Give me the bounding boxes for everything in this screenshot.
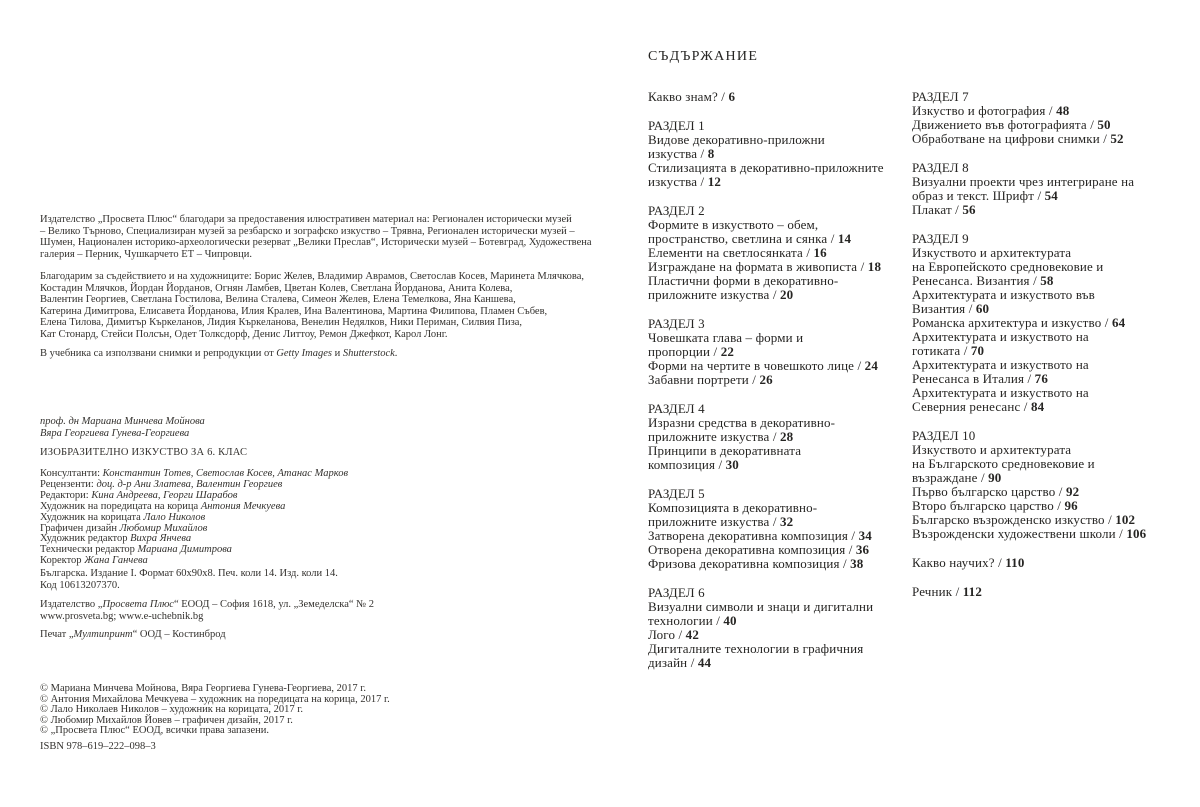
toc-page-number: 52 (1110, 131, 1124, 146)
text-line: Рецензенти: доц. д-р Ани Златева, Валентин Георгиев (40, 478, 283, 490)
text-line: Благодарим за съдействието и на художниците: Борис Желев, Владимир Аврамов, Светослав Косев, Маринета Млячкова, (40, 271, 585, 282)
toc-page-number: 70 (970, 343, 985, 358)
toc-page-number: 6 (728, 89, 736, 104)
text-line: Издателство „Просвета Плюс“ благодари за предоставения илюстративен материал на: Регионален исторически музей (40, 214, 572, 225)
text-line: © Лало Николаев Николов – художник на корицата, 2017 г. (40, 704, 304, 716)
artists-acknowledgement-paragraph (40, 271, 584, 341)
toc-entry: Ренесанса в Италия / 76 (912, 371, 1048, 386)
text-line: Издателство „Просвета Плюс“ ЕООД – София 1618, ул. „Земеделска“ № 2 (40, 599, 375, 610)
toc-page-number: 102 (1115, 512, 1136, 527)
toc-entry: Плакат / 56 (912, 202, 976, 217)
toc-page-number: 44 (697, 655, 712, 670)
toc-entry: Първо българско царство / 92 (912, 484, 1080, 499)
toc-entry: приложните изкуства / 32 (648, 514, 794, 529)
toc-page-number: 110 (1005, 555, 1025, 570)
text-line: Катерина Димитрова, Елисавета Йорданова, Илия Кралев, Ина Валентинова, Мартина Филипова, Пламен Събев, (40, 305, 548, 317)
toc-page-number: 54 (1044, 188, 1058, 203)
text-line: Българска. Издание I. Формат 60х90х8. Печ. коли 14. Изд. коли 14. (40, 568, 338, 579)
text-line: © Мариана Минчева Мойнова, Вяра Георгиева Гунева-Георгиева, 2017 г. (40, 683, 366, 694)
toc-page-number: 24 (864, 358, 878, 373)
toc-entry: Българско възрожденско изкуство / 102 (912, 512, 1136, 527)
toc-section (912, 232, 1200, 414)
toc-entry-continuation: Стилизацията в декоративно-приложните (648, 160, 884, 175)
edition-info-block (40, 568, 338, 591)
text-line: © „Просвета Плюс“ ЕООД, всички права запазени. (40, 725, 269, 737)
text-line: Художник на корицата Лало Николов (40, 511, 206, 523)
text-line: Редактори: Кина Андреева, Георги Шарабов (40, 489, 238, 501)
text-line: Печат „Мултипринт“ ООД – Костинброд (40, 629, 226, 640)
toc-section (912, 90, 1200, 146)
toc-entry: приложните изкуства / 28 (648, 429, 794, 444)
text-line: © Антония Михайлова Мечкуева – художник на поредицата на корица, 2017 г. (40, 693, 390, 705)
toc-entry: композиция / 30 (648, 457, 739, 472)
toc-entry: образ и текст. Шрифт / 54 (912, 188, 1058, 203)
toc-entry: Обработване на цифрови снимки / 52 (912, 131, 1124, 146)
toc-page-number: 12 (707, 174, 721, 189)
toc-page-number: 14 (837, 231, 852, 246)
text-line: Технически редактор Мариана Димитрова (40, 544, 232, 556)
toc-section (912, 585, 1200, 599)
toc-entry-continuation: Пластични форми в декоративно- (648, 273, 839, 288)
toc-entry: Какво научих? / 110 (912, 555, 1025, 570)
toc-entry-continuation: Архитектурата и изкуството на (912, 329, 1089, 344)
toc-page-number: 18 (867, 259, 882, 274)
toc-page-number: 60 (975, 301, 990, 316)
toc-page-number: 58 (1040, 273, 1054, 288)
toc-entry: Форми на чертите в човешкото лице / 24 (648, 358, 878, 373)
publisher-address-block (40, 599, 374, 622)
toc-entry-continuation: Формите в изкуството – обем, (648, 217, 819, 232)
toc-section-heading: РАЗДЕЛ 3 (648, 316, 705, 331)
text-line: галерия – Перник, Чушкарчето ЕТ – Чипровци. (40, 248, 252, 260)
toc-entry: Второ българско царство / 96 (912, 498, 1078, 513)
text-line: www.prosveta.bg; www.e-uchebnik.bg (40, 610, 204, 622)
toc-page-number: 16 (813, 245, 827, 260)
text-line: Художник на поредицата на корица Антония Мечкуева (40, 500, 286, 512)
printer-info-line (40, 629, 226, 641)
toc-section (648, 90, 910, 104)
editorial-staff-block (40, 469, 348, 567)
toc-entry: пропорции / 22 (648, 344, 735, 359)
toc-page-number: 34 (858, 528, 872, 543)
toc-entry-continuation: на Европейското средновековие и (912, 259, 1104, 274)
text-line: Консултанти: Константин Тотев, Светослав Косев, Атанас Марков (40, 468, 349, 479)
toc-section (912, 556, 1200, 570)
toc-entry: Затворена декоративна композиция / 34 (648, 528, 872, 543)
text-line: В учебника са използвани снимки и репродукции от Getty Images и Shutterstock. (40, 348, 398, 359)
toc-entry-continuation: Композицията в декоративно- (648, 500, 818, 515)
toc-entry: изкуства / 8 (648, 146, 715, 161)
text-line: Графичен дизайн Любомир Михайлов (40, 522, 208, 534)
toc-section-heading: РАЗДЕЛ 9 (912, 231, 969, 246)
toc-page-number: 50 (1097, 117, 1111, 132)
toc-section (912, 161, 1200, 217)
copyright-block (40, 684, 390, 737)
authors-block (40, 416, 205, 439)
toc-section-heading: РАЗДЕЛ 6 (648, 585, 705, 600)
text-line: проф. дн Мариана Минчева Мойнова (40, 416, 205, 427)
toc-section (648, 402, 910, 472)
toc-entry: Какво знам? / 6 (648, 89, 736, 104)
toc-page-number: 8 (707, 146, 715, 161)
toc-entry: дизайн / 44 (648, 655, 712, 670)
toc-entry-continuation: Визуални символи и знаци и дигитални (648, 599, 874, 614)
toc-page-number: 36 (855, 542, 870, 557)
toc-page-number: 56 (962, 202, 976, 217)
toc-page-number: 90 (988, 470, 1002, 485)
toc-entry: пространство, светлина и сянка / 14 (648, 231, 852, 246)
toc-page-number: 106 (1126, 526, 1147, 541)
toc-section (648, 586, 910, 670)
toc-entry: Изграждане на формата в живописта / 18 (648, 259, 882, 274)
toc-section-heading: РАЗДЕЛ 10 (912, 428, 976, 443)
toc-entry-continuation: Изкуството и архитектурата (912, 442, 1072, 457)
toc-entry: изкуства / 12 (648, 174, 721, 189)
toc-entry: Северния ренесанс / 84 (912, 399, 1045, 414)
toc-page-number: 96 (1064, 498, 1078, 513)
toc-page-number: 64 (1111, 315, 1126, 330)
toc-entry: технологии / 40 (648, 613, 737, 628)
toc-page-number: 30 (725, 457, 739, 472)
text-line: Костадин Млячков, Йордан Йорданов, Огнян Ламбев, Цветан Колев, Светлана Йорданова, Анита Колева, (40, 282, 513, 294)
toc-page-number: 84 (1030, 399, 1045, 414)
text-line: – Велико Търново, Специализиран музей за резбарско и зографско изкуство – Трявна, Регионален исторически музей – (40, 225, 575, 237)
text-line: Валентин Георгиев, Светлана Гостилова, Велина Сталева, Симеон Желев, Елена Темелкова, Яна Каншева, (40, 294, 516, 306)
toc-page-number: 26 (759, 372, 773, 387)
toc-entry: Ренесанса. Византия / 58 (912, 273, 1054, 288)
toc-entry: приложните изкуства / 20 (648, 287, 794, 302)
toc-page-number: 28 (780, 429, 794, 444)
toc-entry-continuation: Визуални проекти чрез интегриране на (912, 174, 1135, 189)
toc-entry-continuation: Архитектурата и изкуството на (912, 385, 1089, 400)
toc-entry: Възрожденски художествени школи / 106 (912, 526, 1147, 541)
toc-entry: възраждане / 90 (912, 470, 1002, 485)
toc-page-number: 38 (850, 556, 864, 571)
toc-section-heading: РАЗДЕЛ 8 (912, 160, 969, 175)
photo-credits-note (40, 348, 397, 360)
toc-column-right (912, 90, 1200, 599)
toc-section (648, 204, 910, 302)
toc-entry-continuation: Изразни средства в декоративно- (648, 415, 836, 430)
toc-column-left (648, 90, 910, 670)
toc-page-number: 42 (685, 627, 699, 642)
toc-title: СЪДЪРЖАНИЕ (648, 49, 759, 64)
toc-section-heading: РАЗДЕЛ 5 (648, 486, 705, 501)
toc-page-number: 40 (723, 613, 737, 628)
toc-entry-continuation: Архитектурата и изкуството във (912, 287, 1095, 302)
text-line: Вяра Георгиева Гунева-Георгиева (40, 427, 190, 439)
toc-page-number: 22 (720, 344, 735, 359)
toc-page-number: 92 (1065, 484, 1080, 499)
toc-page-number: 20 (780, 287, 794, 302)
toc-entry: Изкуство и фотография / 48 (912, 103, 1070, 118)
text-line: Код 10613207370. (40, 579, 120, 591)
toc-entry: Забавни портрети / 26 (648, 372, 773, 387)
toc-page-number: 112 (962, 584, 982, 599)
toc-entry-continuation: Дигиталните технологии в графичния (648, 641, 864, 656)
toc-entry: Речник / 112 (912, 584, 982, 599)
toc-page-number: 48 (1056, 103, 1070, 118)
toc-section-heading: РАЗДЕЛ 7 (912, 89, 969, 104)
toc-page-number: 32 (780, 514, 794, 529)
toc-entry: Романска архитектура и изкуство / 64 (912, 315, 1126, 330)
toc-entry: готиката / 70 (912, 343, 985, 358)
text-line: Коректор Жана Ганчева (40, 555, 148, 567)
toc-entry-continuation: Архитектурата и изкуството на (912, 357, 1089, 372)
toc-section (912, 429, 1200, 541)
book-title: ИЗОБРАЗИТЕЛНО ИЗКУСТВО ЗА 6. КЛАС (40, 447, 248, 458)
toc-section-heading: РАЗДЕЛ 1 (648, 118, 705, 133)
toc-entry-continuation: Принципи в декоративната (648, 443, 802, 458)
toc-entry-continuation: на Българското средновековие и (912, 456, 1095, 471)
text-line: Елена Тилова, Димитър Къркеланов, Лидия Къркеланова, Венелин Недялков, Ники Периман, Силвия Пиза, (40, 317, 523, 329)
toc-section (648, 119, 910, 189)
toc-section (648, 317, 910, 387)
text-line: © Любомир Михайлов Йовев – графичен дизайн, 2017 г. (40, 714, 293, 726)
toc-entry-continuation: Видове декоративно-приложни (648, 132, 825, 147)
toc-section-heading: РАЗДЕЛ 2 (648, 203, 705, 218)
toc-page-number: 76 (1034, 371, 1048, 386)
toc-entry: Лого / 42 (648, 627, 699, 642)
toc-entry-continuation: Изкуството и архитектурата (912, 245, 1072, 260)
isbn-line: ISBN 978–619–222–098–3 (40, 741, 156, 752)
toc-section (648, 487, 910, 571)
toc-entry: Византия / 60 (912, 301, 990, 316)
text-line: Художник редактор Вихра Янчева (40, 533, 192, 545)
toc-entry: Елементи на светлосянката / 16 (648, 245, 827, 260)
toc-entry: Движението във фотографията / 50 (912, 117, 1111, 132)
text-line: Кат Стонард, Стейси Полсън, Одет Толксдорф, Денис Литтоу, Ремон Джефкот, Карол Лонг. (40, 328, 448, 340)
text-line: Шумен, Национален историко-археологически резерват „Велики Преслав“, Исторически музей – Ботевград, Художествена (40, 237, 592, 249)
toc-entry: Отворена декоративна композиция / 36 (648, 542, 870, 557)
toc-section-heading: РАЗДЕЛ 4 (648, 401, 705, 416)
toc-entry: Фризова декоративна композиция / 38 (648, 556, 864, 571)
illustration-credits-paragraph (40, 214, 592, 260)
toc-entry-continuation: Човешката глава – форми и (648, 330, 804, 345)
